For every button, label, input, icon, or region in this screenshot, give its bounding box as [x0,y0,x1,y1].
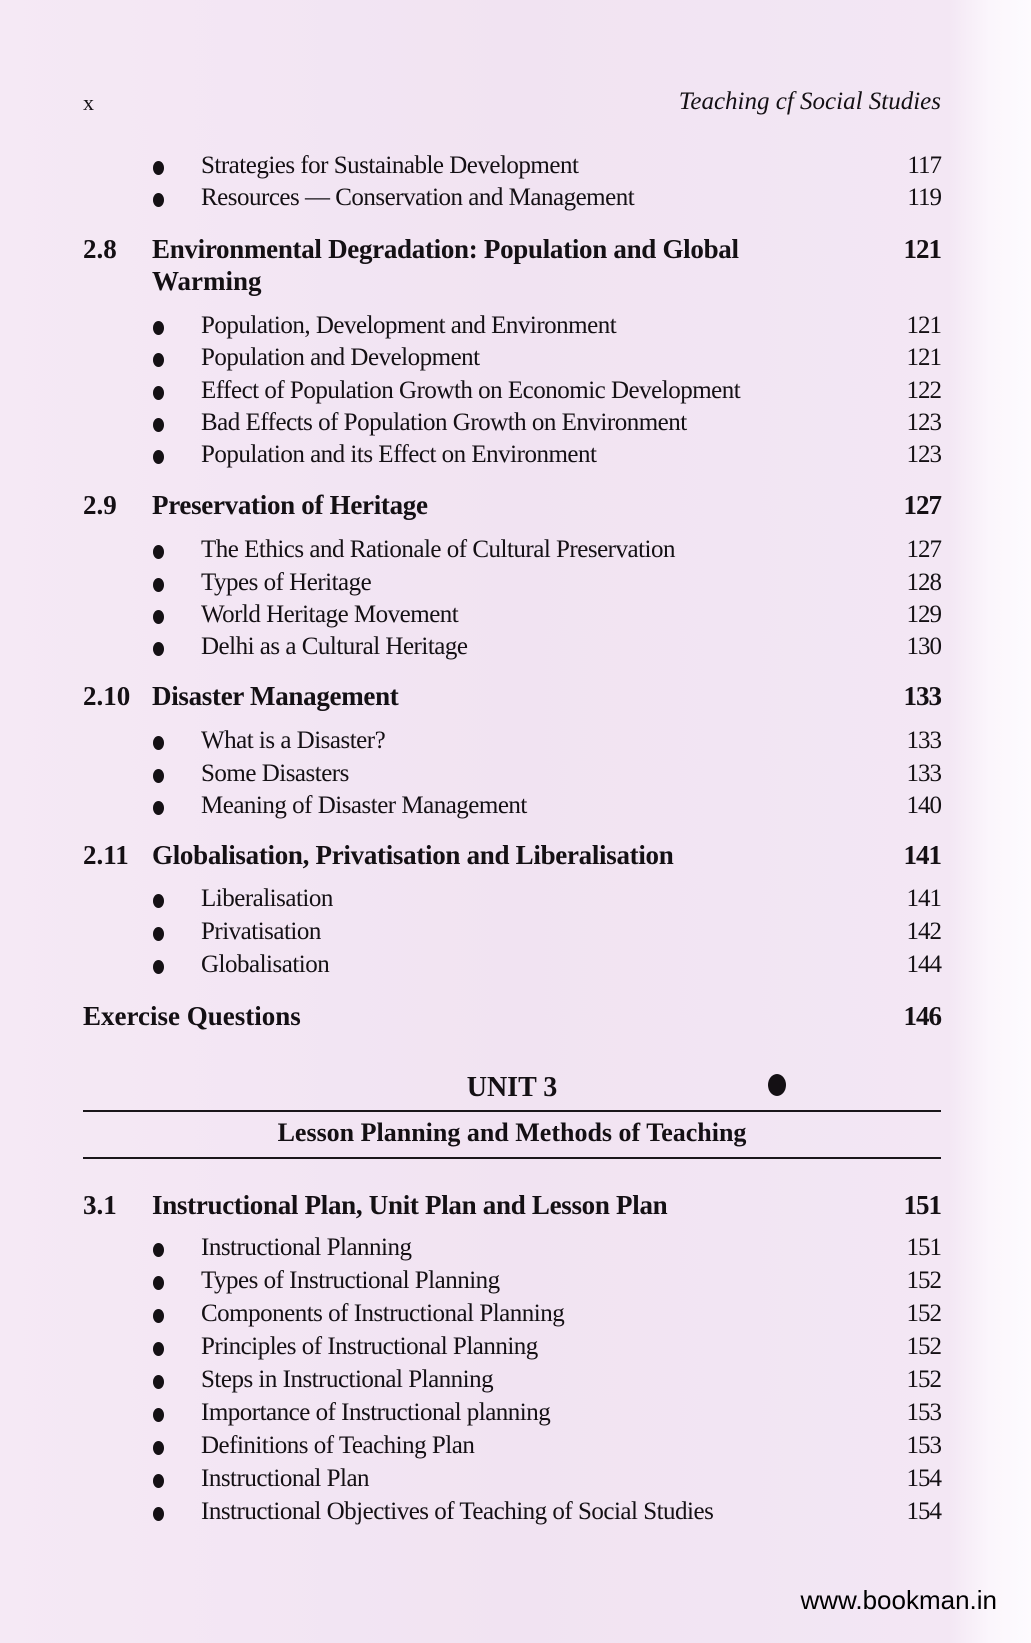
toc-entry-page: 144 [906,951,941,978]
bullet-icon [153,1441,164,1455]
section-page: 141 [903,840,941,870]
toc-entry[interactable] [83,601,941,633]
bullet-icon [153,927,164,941]
toc-entry[interactable] [83,1234,941,1266]
bullet-icon [153,1474,164,1488]
toc-entry-label: Population and Development [201,344,480,371]
toc-entry[interactable] [83,1465,941,1497]
bullet-icon [153,321,164,335]
toc-entry-label: Population, Development and Environment [201,312,617,339]
toc-entry-page: 140 [906,792,941,819]
toc-entry[interactable] [83,1432,941,1464]
toc-entry-page: 129 [906,601,941,628]
stray-dot-mark [768,1074,786,1096]
toc-entry-label: Bad Effects of Population Growth on Environment [201,409,687,436]
toc-entry-page: 122 [906,377,941,404]
toc-entry[interactable] [83,344,941,376]
toc-entry[interactable] [83,536,941,568]
toc-section-2-9[interactable] [83,490,941,522]
toc-entry-page: 117 [907,152,941,179]
toc-entry-label: Types of Heritage [201,569,372,596]
bullet-icon [153,801,164,815]
section-page: 133 [903,681,941,711]
toc-entry-page: 128 [906,569,941,596]
divider-rule-top [83,1110,941,1112]
toc-entry-page: 152 [906,1267,941,1294]
bullet-icon [153,386,164,400]
toc-entry[interactable] [83,792,941,824]
section-number: 3.1 [83,1190,117,1220]
book-title: Teaching cf Social Studies [678,88,941,115]
toc-entry-label: Importance of Instructional planning [201,1399,551,1426]
toc-entry-label: What is a Disaster? [201,727,386,754]
bullet-icon [153,960,164,974]
toc-entry-label: Types of Instructional Planning [201,1267,500,1294]
section-title: Globalisation, Privatisation and Liberalisation [152,840,674,870]
section-title: Environmental Degradation: Population and Global [152,234,739,264]
toc-entry[interactable] [83,152,941,184]
toc-entry-page: 133 [906,727,941,754]
toc-entry-label: Components of Instructional Planning [201,1300,565,1327]
toc-entry-label: Globalisation [201,951,330,978]
toc-section-2-10[interactable] [83,681,941,713]
toc-entry-label: Instructional Planning [201,1234,412,1261]
section-title-continued: Warming [152,266,262,296]
bullet-icon [153,1507,164,1521]
toc-exercise-questions[interactable] [83,1001,941,1033]
bullet-icon [153,1243,164,1257]
toc-entry-page: 152 [906,1300,941,1327]
toc-entry-label: Instructional Objectives of Teaching of Social Studies [201,1498,714,1525]
bullet-icon [153,450,164,464]
toc-section-3-1[interactable] [83,1190,941,1222]
toc-entry-page: 130 [906,633,941,660]
bullet-icon [153,610,164,624]
exercise-page: 146 [903,1001,941,1031]
section-title: Instructional Plan, Unit Plan and Lesson Plan [152,1190,668,1220]
toc-entry-page: 123 [906,409,941,436]
bullet-icon [153,1375,164,1389]
toc-entry[interactable] [83,918,941,950]
bullet-icon [153,418,164,432]
toc-entry[interactable] [83,441,941,473]
toc-entry[interactable] [83,760,941,792]
section-number: 2.11 [83,840,129,870]
unit-subtitle: Lesson Planning and Methods of Teaching [277,1118,747,1147]
toc-entry-page: 142 [906,918,941,945]
toc-entry[interactable] [83,569,941,601]
section-number: 2.8 [83,234,117,264]
toc-entry[interactable] [83,885,941,917]
toc-entry[interactable] [83,1498,941,1530]
section-number: 2.10 [83,681,131,711]
toc-entry-label: World Heritage Movement [201,601,459,628]
toc-entry[interactable] [83,184,941,216]
toc-entry-page: 153 [906,1432,941,1459]
toc-entry[interactable] [83,1399,941,1431]
toc-entry-label: Meaning of Disaster Management [201,792,527,819]
toc-entry-label: Privatisation [201,918,321,945]
running-head [83,88,941,122]
toc-entry[interactable] [83,312,941,344]
website-watermark: www.bookman.in [800,1585,997,1615]
toc-entry-page: 154 [906,1465,941,1492]
toc-section-2-8[interactable] [83,234,941,298]
toc-entry-label: Instructional Plan [201,1465,370,1492]
toc-entry-page: 121 [906,312,941,339]
toc-entry-label: Liberalisation [201,885,333,912]
divider-rule-bottom [83,1157,941,1159]
bullet-icon [153,1342,164,1356]
bullet-icon [153,161,164,175]
toc-entry[interactable] [83,1267,941,1299]
unit-heading: UNIT 3 [466,1072,558,1103]
toc-entry[interactable] [83,633,941,665]
toc-entry-page: 119 [907,184,941,211]
toc-entry[interactable] [83,1366,941,1398]
toc-entry-page: 127 [906,536,941,563]
toc-entry-label: Population and its Effect on Environment [201,441,597,468]
bullet-icon [153,545,164,559]
toc-entry-label: Steps in Instructional Planning [201,1366,494,1393]
toc-entry[interactable] [83,409,941,441]
bullet-icon [153,769,164,783]
toc-entry-label: Some Disasters [201,760,349,787]
toc-entry-label: Definitions of Teaching Plan [201,1432,475,1459]
toc-entry-page: 133 [906,760,941,787]
toc-entry-page: 154 [906,1498,941,1525]
bullet-icon [153,1408,164,1422]
toc-entry-label: Resources — Conservation and Management [201,184,635,211]
toc-entry-page: 121 [906,344,941,371]
bullet-icon [153,894,164,908]
toc-entry-label: Effect of Population Growth on Economic Development [201,377,741,404]
section-title: Preservation of Heritage [152,490,428,520]
toc-entry-page: 152 [906,1366,941,1393]
toc-section-2-11[interactable] [83,840,941,872]
toc-entry-page: 123 [906,441,941,468]
toc-entry-page: 151 [906,1234,941,1261]
toc-entry[interactable] [83,1300,941,1332]
section-page: 151 [903,1190,941,1220]
bullet-icon [153,578,164,592]
bullet-icon [153,736,164,750]
bullet-icon [153,1276,164,1290]
toc-entry-label: Principles of Instructional Planning [201,1333,538,1360]
toc-entry-page: 153 [906,1399,941,1426]
toc-entry-label: The Ethics and Rationale of Cultural Preservation [201,536,675,563]
toc-entry[interactable] [83,951,941,983]
bullet-icon [153,193,164,207]
toc-entry-page: 152 [906,1333,941,1360]
page-folio: x [83,90,94,115]
bullet-icon [153,1309,164,1323]
toc-entry-page: 141 [906,885,941,912]
section-title: Disaster Management [152,681,399,711]
bullet-icon [153,353,164,367]
toc-entry[interactable] [83,727,941,759]
toc-entry-label: Delhi as a Cultural Heritage [201,633,468,660]
toc-entry-label: Strategies for Sustainable Development [201,152,579,179]
section-page: 127 [903,490,941,520]
section-number: 2.9 [83,490,117,520]
exercise-title: Exercise Questions [83,1001,301,1031]
section-page: 121 [903,234,941,264]
toc-entry[interactable] [83,1333,941,1365]
bullet-icon [153,642,164,656]
toc-entry[interactable] [83,377,941,409]
